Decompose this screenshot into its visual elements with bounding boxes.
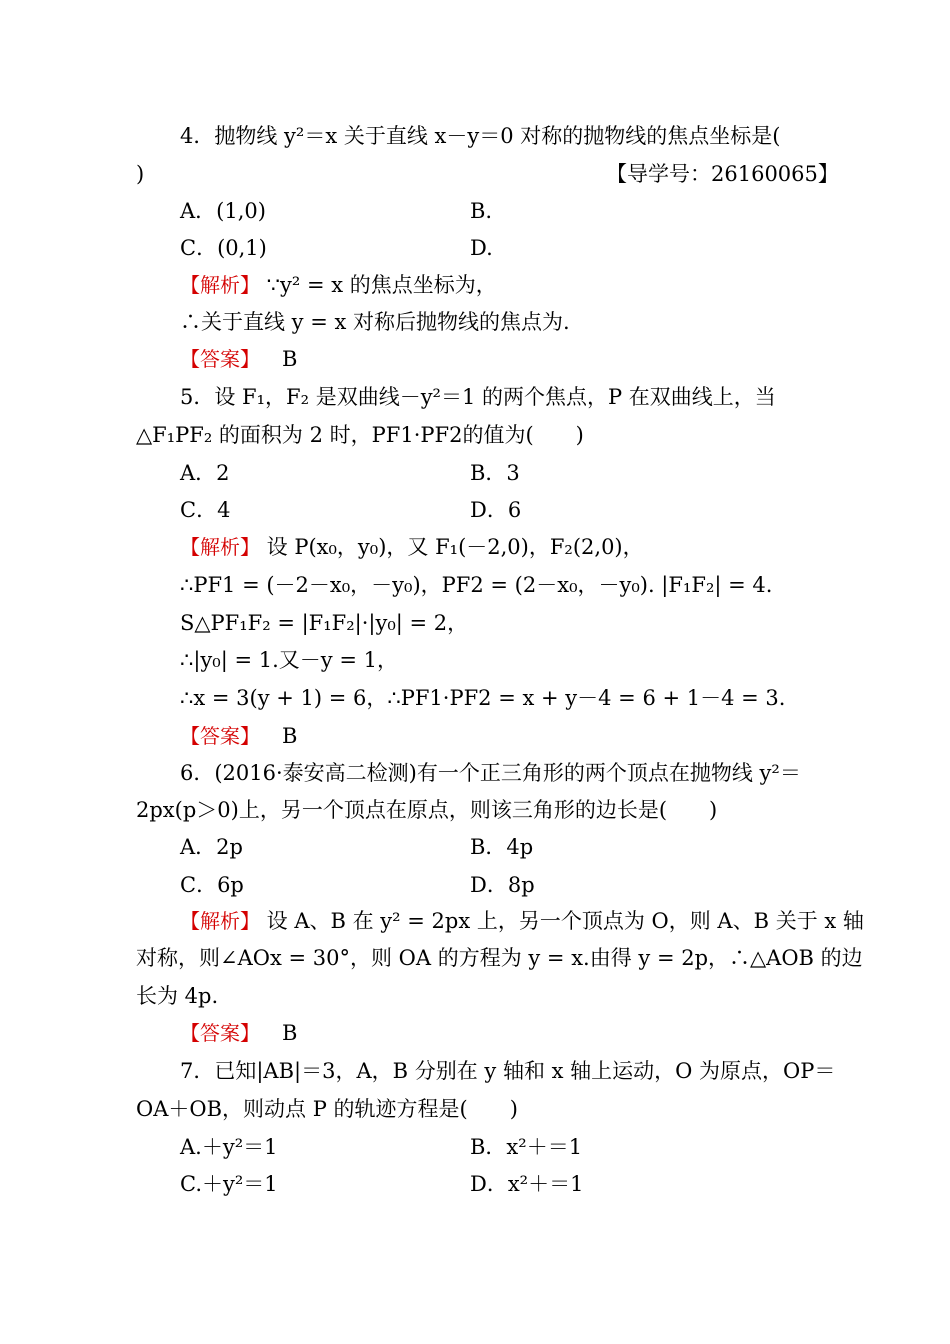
line-q7-1	[180, 1056, 835, 1086]
analysis-line	[180, 608, 468, 638]
line-q4-1	[180, 121, 780, 151]
text: ∵y² = x 的焦点坐标为，	[260, 273, 497, 297]
reference-number: 【导学号：26160065】	[606, 162, 839, 186]
analysis-line	[180, 906, 864, 936]
text: )	[136, 162, 145, 186]
option-right: D.	[470, 236, 493, 260]
text: ∴关于直线 y = x 对称后抛物线的焦点为.	[180, 310, 570, 334]
analysis-line	[180, 570, 772, 600]
option-row	[180, 1132, 583, 1162]
text: 长为 4p.	[136, 984, 219, 1008]
option-row	[180, 870, 535, 900]
option-right: D．x²＋＝1	[470, 1172, 584, 1196]
option-row	[180, 1169, 584, 1199]
option-row	[180, 832, 534, 862]
answer-value: B	[282, 724, 298, 748]
option-right: B．3	[470, 461, 520, 485]
line-q6-1	[180, 758, 801, 788]
answer-value: B	[282, 347, 298, 371]
answer-tag: 【答案】	[180, 1021, 260, 1045]
analysis-tag: 【解析】	[180, 273, 260, 297]
analysis-line	[180, 270, 497, 300]
line-q5-2	[136, 420, 584, 450]
text: 6．(2016·泰安高二检测)有一个正三角形的两个顶点在抛物线 y²＝	[180, 761, 801, 785]
option-row	[180, 495, 522, 525]
option-row	[180, 458, 520, 488]
text: 对称，则∠AOx = 30°，则 OA 的方程为 y = x.由得 y = 2p，∴△AOB 的边	[136, 946, 863, 970]
analysis-line	[180, 683, 785, 713]
text: S△PF₁F₂ = |F₁F₂|·|y₀| = 2，	[180, 611, 469, 635]
answer-tag: 【答案】	[180, 347, 260, 371]
option-right: B．x²＋＝1	[470, 1135, 583, 1159]
text: 7．已知|AB|＝3，A，B 分别在 y 轴和 x 轴上运动，O 为原点，OP＝	[180, 1059, 836, 1083]
option-right: B．4p	[470, 835, 534, 859]
text: 设 A、B 在 y² = 2px 上，另一个顶点为 O，则 A、B 关于 x 轴	[260, 909, 864, 933]
option-left: A.＋y²＝1	[180, 1135, 278, 1159]
text: 2px(p＞0)上，另一个顶点在原点，则该三角形的边长是( )	[136, 798, 718, 822]
line-q6-2	[136, 795, 717, 825]
answer-line	[180, 1018, 297, 1048]
text: OA＋OB，则动点 P 的轨迹方程是( )	[136, 1097, 518, 1121]
option-left: C．(0,1)	[180, 236, 267, 260]
option-left: C.＋y²＝1	[180, 1172, 278, 1196]
option-left: C．6p	[180, 873, 244, 897]
line-q7-2	[136, 1094, 518, 1124]
option-row	[180, 196, 493, 226]
analysis-tag: 【解析】	[180, 909, 260, 933]
analysis-tag: 【解析】	[180, 535, 260, 559]
option-left: A．(1,0)	[180, 199, 266, 223]
text: ∴PF1 = (－2－x₀，－y₀)，PF2 = (2－x₀，－y₀). |F₁F₂| = 4.	[180, 573, 773, 597]
analysis-line	[180, 307, 570, 337]
text: ∴x = 3(y + 1) = 6，∴PF1·PF2 = x + y－4 = 6 + 1－4 = 3.	[180, 686, 786, 710]
option-left: A．2	[180, 461, 230, 485]
text: ∴|y₀| = 1.又－y = 1，	[180, 648, 398, 672]
option-left: A．2p	[180, 835, 243, 859]
answer-line	[180, 344, 297, 374]
option-right: D．8p	[470, 873, 535, 897]
line-q4-2	[136, 159, 839, 189]
option-right: B.	[470, 199, 493, 223]
text: △F₁PF₂ 的面积为 2 时，PF1·PF2的值为( )	[136, 423, 584, 447]
text: 4．抛物线 y²＝x 关于直线 x－y＝0 对称的抛物线的焦点坐标是(	[180, 124, 781, 148]
text: 设 P(x₀，y₀)，又 F₁(－2,0)，F₂(2,0)，	[260, 535, 644, 559]
analysis-line	[180, 645, 398, 675]
line-q5-1	[180, 382, 776, 412]
option-left: C．4	[180, 498, 231, 522]
option-right: D．6	[470, 498, 522, 522]
analysis-line	[136, 943, 863, 973]
answer-line	[180, 721, 297, 751]
analysis-line	[180, 532, 644, 562]
text: 5．设 F₁，F₂ 是双曲线－y²＝1 的两个焦点，P 在双曲线上，当	[180, 385, 776, 409]
analysis-line	[136, 981, 218, 1011]
answer-value: B	[282, 1021, 298, 1045]
option-row	[180, 233, 493, 263]
answer-tag: 【答案】	[180, 724, 260, 748]
